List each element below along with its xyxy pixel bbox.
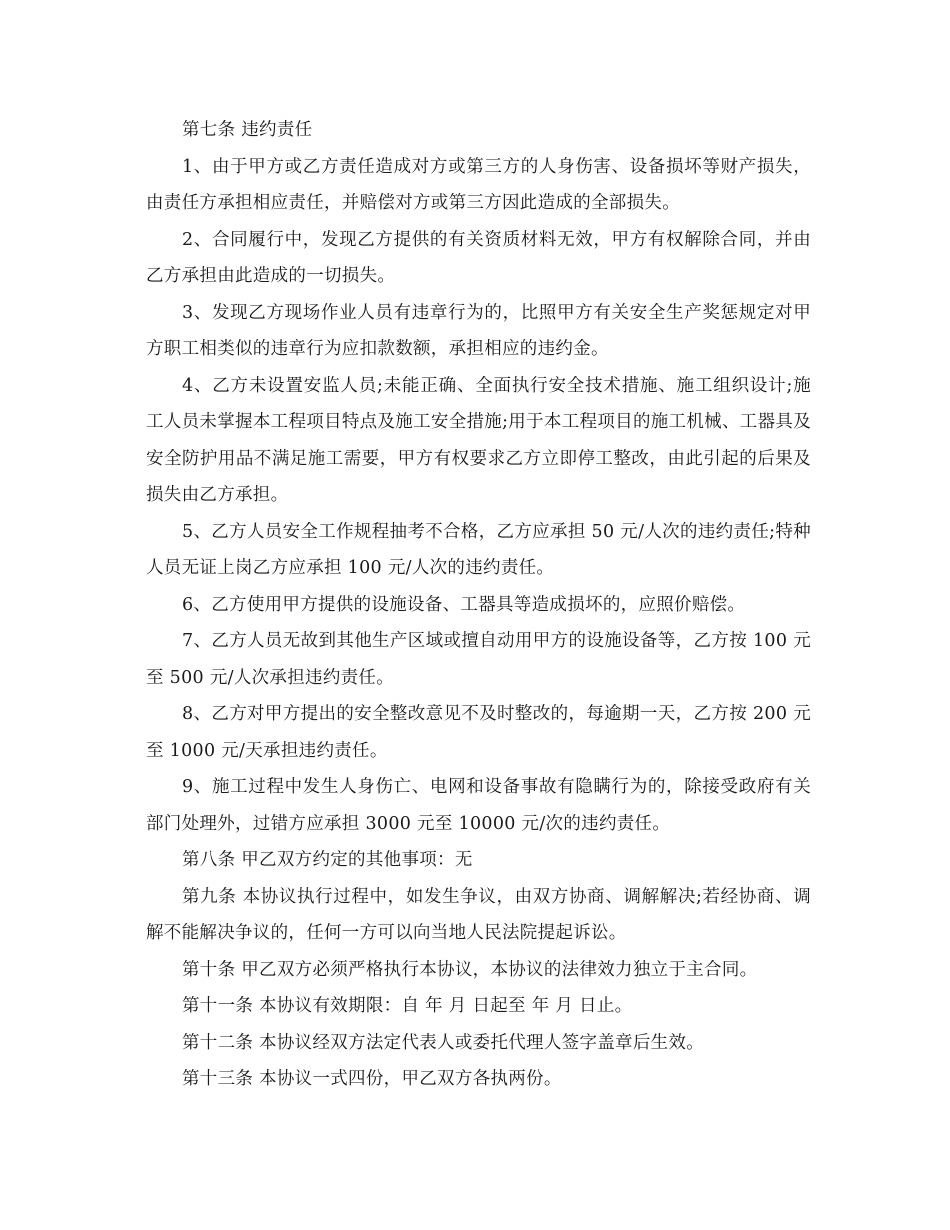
clause-7-7: 7、乙方人员无故到其他生产区域或擅自动用甲方的设施设备等，乙方按 100 元至 500 元/人次承担违约责任。 xyxy=(146,631,811,688)
document-body xyxy=(146,112,811,1098)
article-12: 第十二条 本协议经双方法定代表人或委托代理人签字盖章后生效。 xyxy=(182,1032,705,1053)
clause-7-8: 8、乙方对甲方提出的安全整改意见不及时整改的，每逾期一天，乙方按 200 元至 1000 元/天承担违约责任。 xyxy=(146,704,811,761)
clause-7-6: 6、乙方使用甲方提供的设施设备、工器具等造成损坏的，应照价赔偿。 xyxy=(182,594,746,615)
article-9: 第九条 本协议执行过程中，如发生争议，由双方协商、调解解决;若经协商、调解不能解决争议的，任何一方可以向当地人民法院提起诉讼。 xyxy=(146,886,811,943)
clause-7-9: 9、施工过程中发生人身伤亡、电网和设备事故有隐瞒行为的，除接受政府有关部门处理外，过错方应承担 3000 元至 10000 元/次的违约责任。 xyxy=(146,777,811,834)
article-10: 第十条 甲乙双方必须严格执行本协议，本协议的法律效力独立于主合同。 xyxy=(182,959,758,980)
clause-7-1: 1、由于甲方或乙方责任造成对方或第三方的人身伤害、设备损坏等财产损失，由责任方承担相应责任，并赔偿对方或第三方因此造成的全部损失。 xyxy=(146,156,811,213)
article-7-heading: 第七条 违约责任 xyxy=(182,120,313,140)
clause-7-4: 4、乙方未设置安监人员;未能正确、全面执行安全技术措施、施工组织设计;施工人员未掌握本工程项目特点及施工安全措施;用于本工程项目的施工机械、工器具及安全防护用品不满足施工需要，甲方有权要求乙方立即停工整改，由此引起的后果及损失由乙方承担。 xyxy=(146,375,811,505)
article-8: 第八条 甲乙双方约定的其他事项：无 xyxy=(182,850,473,870)
article-13: 第十三条 本协议一式四份，甲乙双方各执两份。 xyxy=(182,1069,562,1089)
clause-7-3: 3、发现乙方现场作业人员有违章行为的，比照甲方有关安全生产奖惩规定对甲方职工相类似的违章行为应扣款数额，承担相应的违约金。 xyxy=(146,302,811,359)
clause-7-5: 5、乙方人员安全工作规程抽考不合格，乙方应承担 50 元/人次的违约责任;特种人员无证上岗乙方应承担 100 元/人次的违约责任。 xyxy=(146,521,811,578)
article-11: 第十一条 本协议有效期限：自 年 月 日起至 年 月 日止。 xyxy=(182,996,633,1016)
clause-7-2: 2、合同履行中，发现乙方提供的有关资质材料无效，甲方有权解除合同，并由乙方承担由此造成的一切损失。 xyxy=(146,229,811,286)
